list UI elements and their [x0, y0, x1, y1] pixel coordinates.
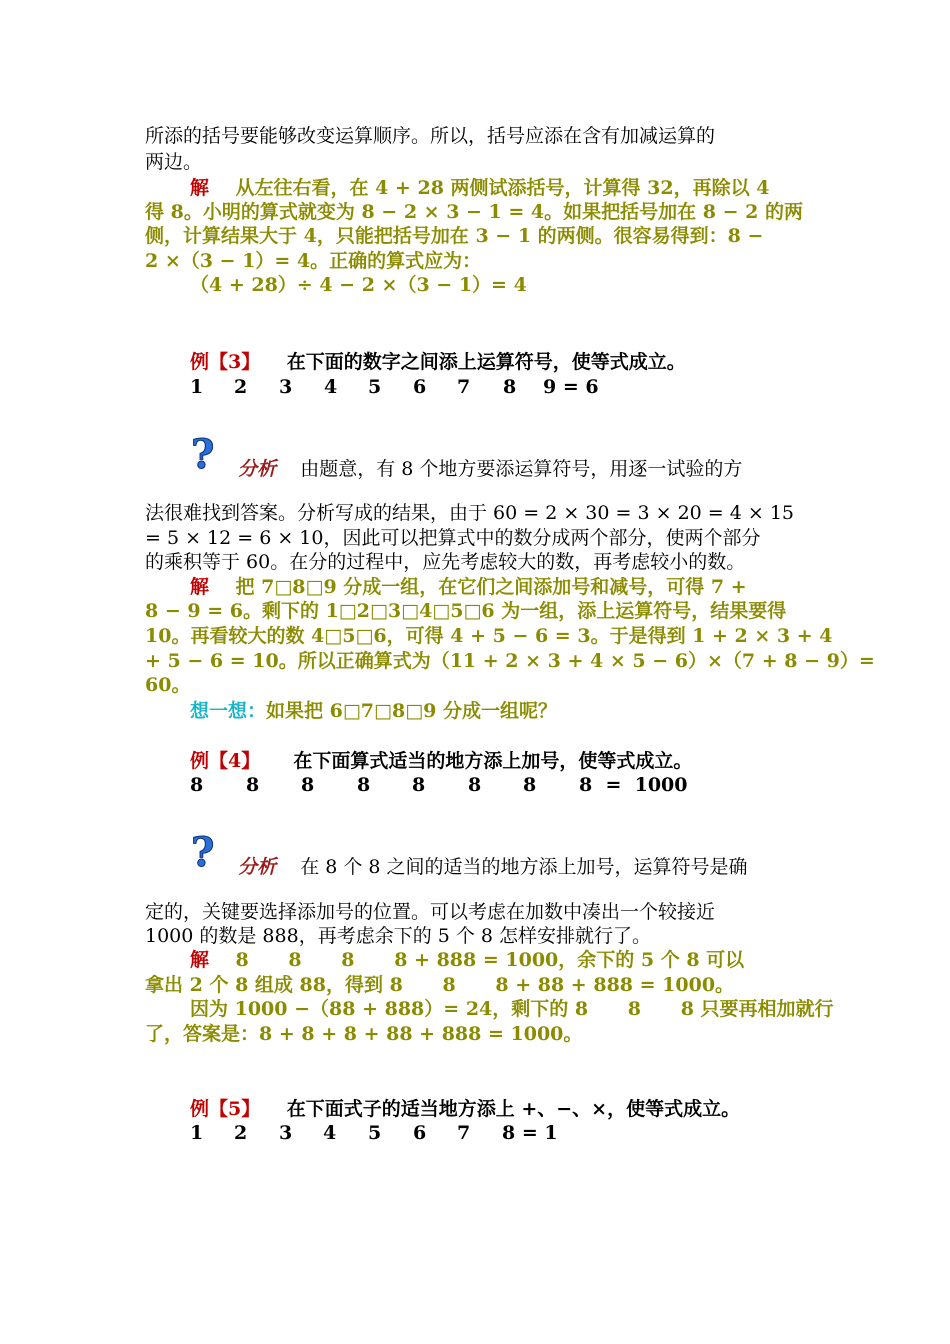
- number: 8: [357, 774, 371, 796]
- number: 9 = 6: [543, 376, 599, 398]
- solution-4-line-2: 拿出 2 个 8 组成 88，得到 8 8 8 + 88 + 888 = 1000。: [145, 974, 735, 996]
- solution-label: 解: [190, 949, 210, 971]
- analysis-label: 分析: [238, 458, 277, 480]
- number: 5: [368, 1122, 382, 1144]
- analysis-3-line-4: 的乘积等于 60。在分的过程中，应先考虑较大的数，再考虑较小的数。: [145, 551, 746, 573]
- number: 3: [279, 376, 293, 398]
- solution-3-line-4: + 5 − 6 = 10。所以正确算式为（11 + 2 × 3 + 4 × 5 − 6）×（7 + 8 − 9）=: [145, 650, 875, 672]
- number: 6: [413, 1122, 427, 1144]
- analysis-3-line-1: [238, 457, 742, 481]
- solution-3-line-5: 60。: [145, 674, 191, 696]
- think-line: [190, 699, 557, 723]
- solution-3-line-3: 10。再看较大的数 4□5□6，可得 4 + 5 − 6 = 3。于是得到 1 + 2 × 3 + 4: [145, 625, 833, 647]
- intro-line-1: 所添的括号要能够改变运算顺序。所以，括号应添在含有加减运算的: [145, 125, 716, 147]
- solution-3-line-2: 8 − 9 = 6。剩下的 1□2□3□4□5□6 为一组，添上运算符号，结果要得: [145, 600, 787, 622]
- analysis-text: 在 8 个 8 之间的适当的地方添上加号，运算符号是确: [300, 856, 748, 878]
- solution-text: 8 8 8 8 + 888 = 1000，余下的 5 个 8 可以: [235, 949, 745, 971]
- number: 8: [190, 774, 204, 796]
- example-3-label: 例【3】: [190, 351, 261, 373]
- number: 8: [246, 774, 260, 796]
- number: 8: [523, 774, 537, 796]
- number: 4: [323, 1122, 337, 1144]
- analysis-3-line-2: 法很难找到答案。分析写成的结果，由于 60 = 2 × 30 = 3 × 20 = 4 × 15: [145, 502, 795, 524]
- analysis-4-line-3: 1000 的数是 888，再考虑余下的 5 个 8 怎样安排就行了。: [145, 925, 652, 947]
- number: 8: [301, 774, 315, 796]
- solution-4-line-3: 因为 1000 −（88 + 888）= 24，剩下的 8 8 8 只要再相加就行: [190, 998, 834, 1020]
- number: 8: [503, 376, 517, 398]
- solution-2-line-4: 2 ×（3 − 1）= 4。正确的算式应为：: [145, 250, 482, 272]
- number: 8 = 1000: [579, 774, 688, 796]
- number: 1: [190, 1122, 204, 1144]
- intro-line-2: 两边。: [145, 151, 203, 173]
- think-label: 想一想：: [190, 700, 267, 722]
- solution-label: 解: [190, 576, 210, 598]
- analysis-3-line-3: = 5 × 12 = 6 × 10，因此可以把算式中的数分成两个部分，使两个部分: [145, 527, 761, 549]
- solution-4-line-4: 了，答案是：8 + 8 + 8 + 88 + 888 = 1000。: [145, 1023, 583, 1045]
- number: 8: [468, 774, 482, 796]
- svg-text:?: ?: [191, 432, 215, 476]
- solution-2-line-1: [190, 176, 769, 200]
- example-3-numbers: [190, 376, 599, 398]
- example-5-question: 在下面式子的适当地方添上 +、−、×，使等式成立。: [286, 1098, 741, 1120]
- svg-text:?: ?: [191, 830, 215, 874]
- number: 2: [234, 1122, 248, 1144]
- example-4-question: 在下面算式适当的地方添上加号，使等式成立。: [293, 750, 693, 772]
- number: 5: [368, 376, 382, 398]
- question-mark-icon: [188, 830, 222, 874]
- analysis-4-line-2: 定的，关键要选择添加号的位置。可以考虑在加数中凑出一个较接近: [145, 901, 716, 923]
- solution-2-line-2: 得 8。小明的算式就变为 8 − 2 × 3 − 1 = 4。如果把括号加在 8 − 2 的两: [145, 201, 803, 223]
- number: 6: [413, 376, 427, 398]
- solution-text: 从左往右看，在 4 + 28 两侧试添括号，计算得 32，再除以 4: [235, 177, 770, 199]
- solution-3-line-1: [190, 575, 747, 599]
- solution-2-line-5: （4 + 28）÷ 4 − 2 ×（3 − 1）= 4: [190, 274, 527, 296]
- number: 8 = 1: [502, 1122, 558, 1144]
- example-4-numbers: [190, 774, 687, 796]
- example-5-label: 例【5】: [190, 1098, 261, 1120]
- number: 7: [457, 1122, 471, 1144]
- example-5-numbers: [190, 1122, 558, 1144]
- example-3-question: 在下面的数字之间添上运算符号，使等式成立。: [286, 351, 686, 373]
- think-text: 如果把 6□7□8□9 分成一组呢？: [266, 700, 557, 722]
- number: 2: [234, 376, 248, 398]
- question-mark-icon: [188, 432, 222, 476]
- number: 3: [279, 1122, 293, 1144]
- analysis-text: 由题意，有 8 个地方要添运算符号，用逐一试验的方: [300, 458, 743, 480]
- number: 4: [324, 376, 338, 398]
- analysis-label: 分析: [238, 856, 277, 878]
- solution-4-line-1: [190, 948, 744, 972]
- solution-2-line-3: 侧，计算结果大于 4，只能把括号加在 3 − 1 的两侧。很容易得到：8 −: [145, 225, 764, 247]
- solution-label: 解: [190, 177, 210, 199]
- analysis-4-line-1: [238, 855, 748, 879]
- example-4-label: 例【4】: [190, 750, 261, 772]
- number: 1: [190, 376, 204, 398]
- number: 7: [457, 376, 471, 398]
- example-3-heading: [190, 350, 686, 374]
- solution-text: 把 7□8□9 分成一组，在它们之间添加号和减号，可得 7 +: [235, 576, 747, 598]
- number: 8: [412, 774, 426, 796]
- example-4-heading: [190, 749, 692, 773]
- example-5-heading: [190, 1097, 740, 1121]
